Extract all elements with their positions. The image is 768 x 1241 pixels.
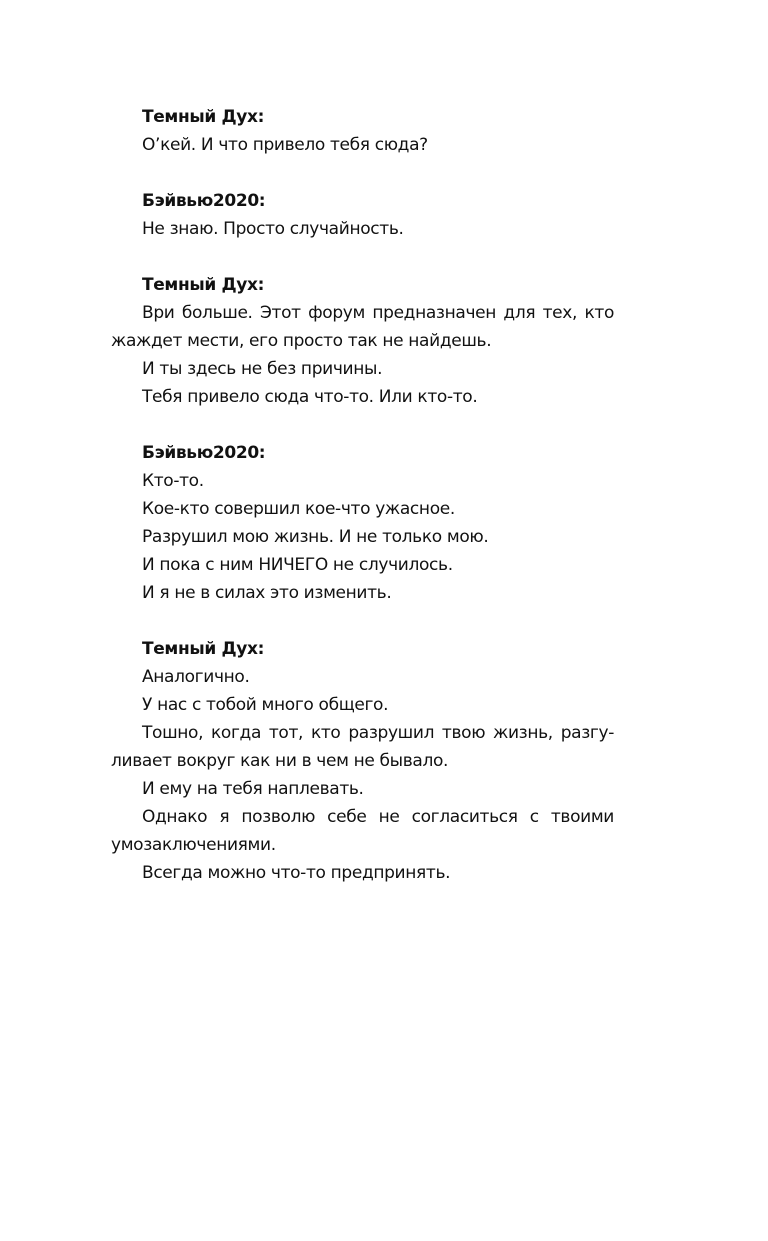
message-line: Тебя привело сюда что-то. Или кто-то.	[142, 387, 478, 407]
speaker-name: Темный Дух:	[142, 107, 265, 127]
message-line: Разрушил мою жизнь. И не только мою.	[142, 527, 489, 547]
message-line: Кто-то.	[142, 471, 204, 491]
dialogue-block	[111, 439, 614, 607]
speaker-name: Темный Дух:	[142, 639, 265, 659]
dialogue-block	[111, 271, 614, 411]
message-line: У нас с тобой много общего.	[142, 695, 389, 715]
message-line: Аналогично.	[142, 667, 250, 687]
speaker-name: Бэйвью2020:	[142, 443, 266, 463]
message-line: И ты здесь не без причины.	[142, 359, 383, 379]
message-line: И я не в силах это изменить.	[142, 583, 392, 603]
message-line: Однако я позволю себе не согласиться с твоими умозаключениями.	[111, 807, 614, 855]
message-line: И пока с ним НИЧЕГО не случилось.	[142, 555, 453, 575]
message-line: Не знаю. Просто случайность.	[142, 219, 404, 239]
dialogue-block	[111, 635, 614, 887]
message-line: Всегда можно что-то предпринять.	[142, 863, 451, 883]
message-line: Кое-кто совершил кое-что ужасное.	[142, 499, 455, 519]
speaker-name: Темный Дух:	[142, 275, 265, 295]
message-line: Ври больше. Этот форум предназначен для тех, кто жаждет мести, его просто так не найдешь.	[111, 303, 614, 351]
dialogue-block	[111, 187, 614, 243]
dialogue-block	[111, 103, 614, 159]
message-line: Тошно, когда тот, кто разрушил твою жизнь, разгу-	[142, 723, 614, 743]
message-line: И ему на тебя наплевать.	[142, 779, 364, 799]
message-line: ливает вокруг как ни в чем не бывало.	[111, 751, 449, 771]
book-page	[111, 103, 614, 915]
message-line: О’кей. И что привело тебя сюда?	[142, 135, 428, 155]
speaker-name: Бэйвью2020:	[142, 191, 266, 211]
